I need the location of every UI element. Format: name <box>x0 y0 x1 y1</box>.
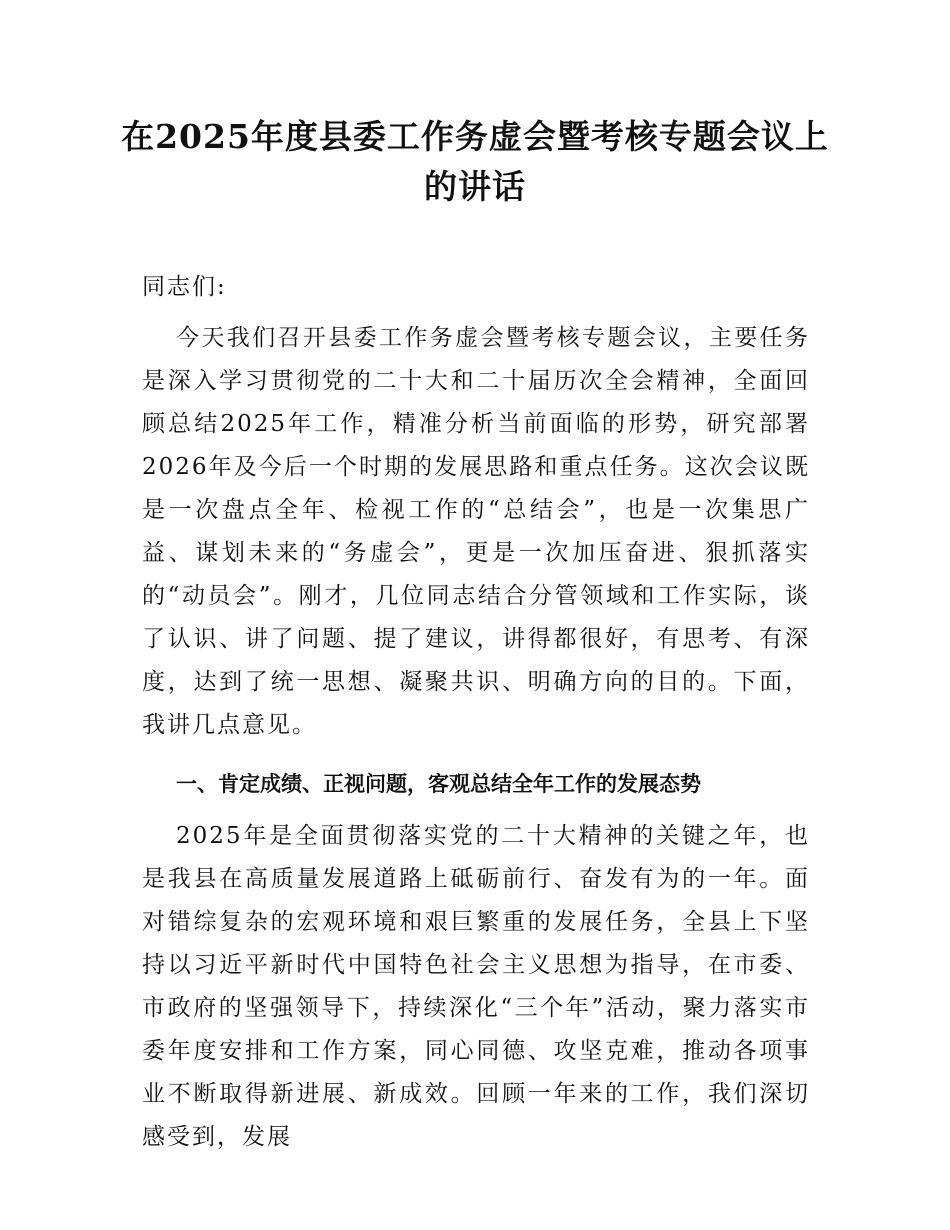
section-1-paragraph: 2025年是全面贯彻落实党的二十大精神的关键之年，也是我县在高质量发展道路上砥砺前行、奋发有为的一年。面对错综复杂的宏观环境和艰巨繁重的发展任务，全县上下坚持以习近平新时代中国特色社会主义思想为指导，在市委、市政府的坚强领导下，持续深化“三个年”活动，聚力落实市委年度安排和工作方案，同心同德、攻坚克难，推动各项事业不断取得新进展、新成效。回顾一年来的工作，我们深切感受到，发展 <box>142 823 810 1150</box>
document-title: 在2025年度县委工作务虚会暨考核专题会议上的讲话 <box>121 117 829 206</box>
section-heading-1: 一、肯定成绩、正视问题，客观总结全年工作的发展态势 <box>176 772 701 796</box>
opening-paragraph: 今天我们召开县委工作务虚会暨考核专题会议，主要任务是深入学习贯彻党的二十大和二十届历次全会精神，全面回顾总结2025年工作，精准分析当前面临的形势，研究部署2026年及今后一个时期的发展思路和重点任务。这次会议既是一次盘点全年、检视工作的“总结会”，也是一次集思广益、谋划未来的“务虚会”，更是一次加压奋进、狠抓落实的“动员会”。刚才，几位同志结合分管领域和工作实际，谈了认识、讲了问题、提了建议，讲得都很好，有思考、有深度，达到了统一思想、凝聚共识、明确方向的目的。下面，我讲几点意见。 <box>142 325 810 738</box>
salutation: 同志们: <box>142 274 227 300</box>
